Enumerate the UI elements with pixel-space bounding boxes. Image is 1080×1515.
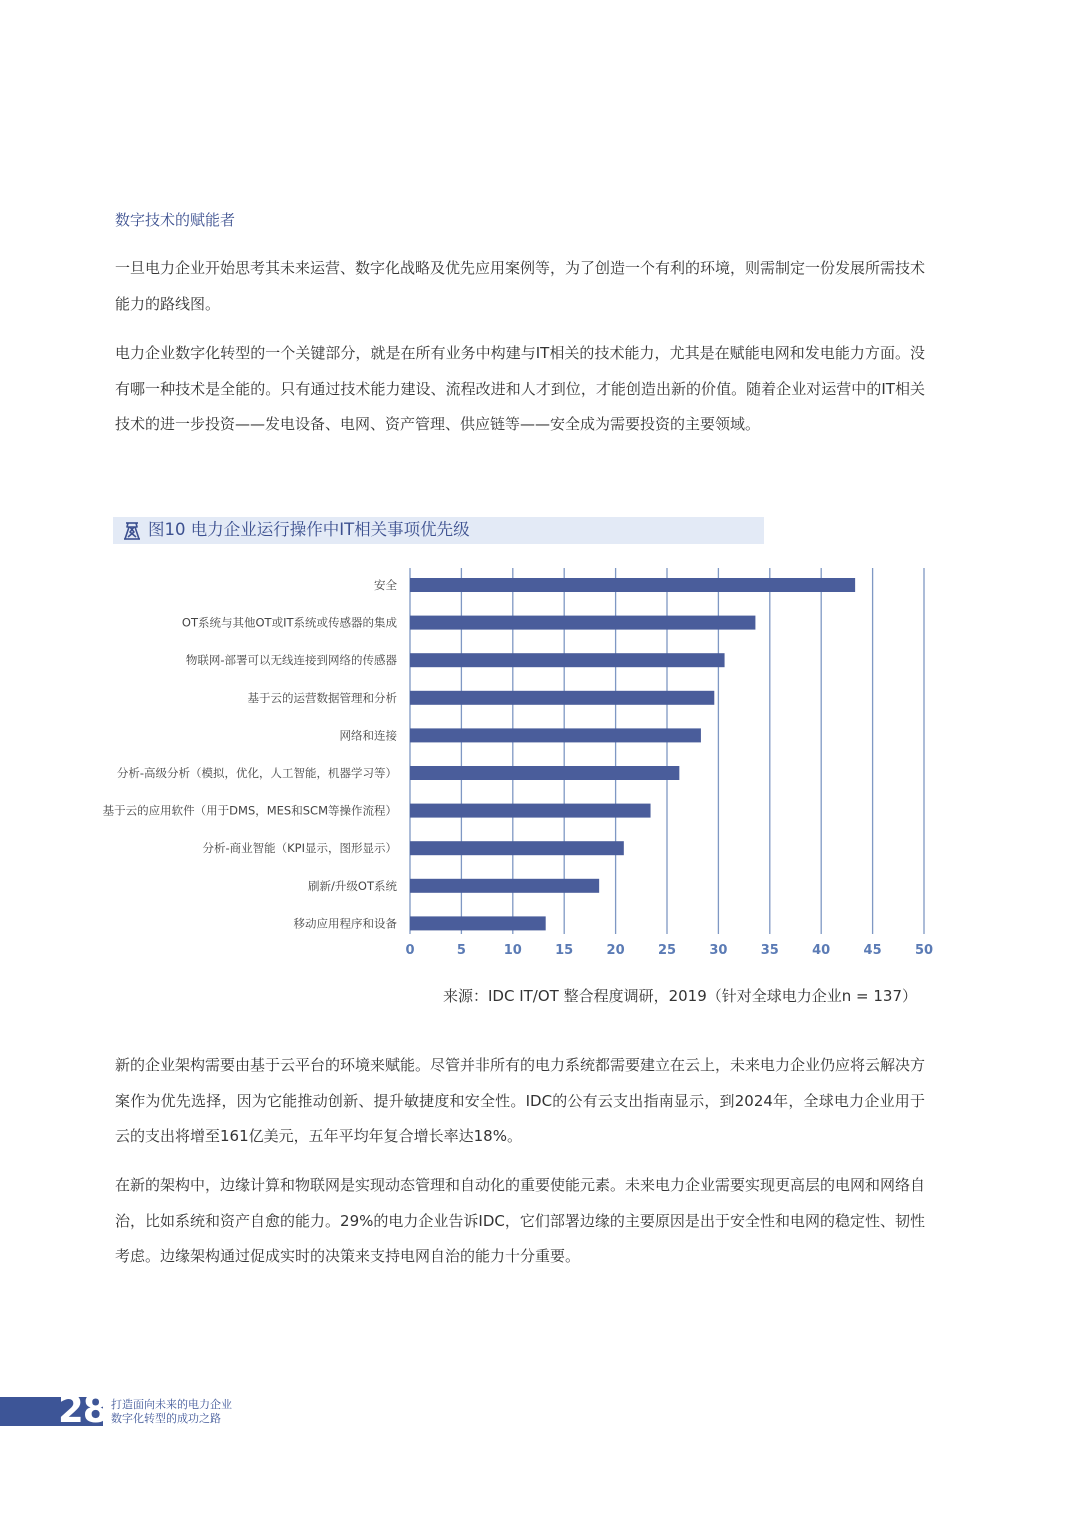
category-label-6: 基于云的应用软件（用于DMS，MES和SCM等操作流程） <box>102 803 397 818</box>
paragraph-it-capability: 电力企业数字化转型的一个关键部分，就是在所有业务中构建与IT相关的技术能力，尤其是在赋能电网和发电能力方面。没有哪一种技术是全能的。只有通过技术能力建设、流程改进和人才到位，才能创造出新的价值。随着企业对运营中的IT相关技术的进一步投资——发电设备、电网、资产管理、供应链等——安全成为需要投资的主要领域。 <box>115 344 925 433</box>
category-label-3: 基于云的运营数据管理和分析 <box>247 690 397 705</box>
x-tick-label-45: 45 <box>863 943 882 958</box>
page-number: 28 <box>58 1388 108 1431</box>
category-label-0: 安全 <box>374 578 397 592</box>
x-tick-label-40: 40 <box>812 943 831 958</box>
x-tick-label-20: 20 <box>606 943 625 958</box>
footer-title-line1: 打造面向未来的电力企业 <box>111 1398 232 1411</box>
bar-8 <box>410 879 599 893</box>
priority-bar-chart <box>0 560 1080 970</box>
bar-2 <box>410 653 725 667</box>
bar-9 <box>410 916 546 930</box>
category-label-1: OT系统与其他OT或IT系统或传感器的集成 <box>181 615 397 630</box>
bar-7 <box>410 841 624 855</box>
x-tick-label-35: 35 <box>760 943 779 958</box>
paragraph-cloud: 新的企业架构需要由基于云平台的环境来赋能。尽管并非所有的电力系统都需要建立在云上，未来电力企业仍应将云解决方案作为优先选择，因为它能推动创新、提升敏捷度和安全性。IDC的公有云支出指南显示，到2024年，全球电力企业用于云的支出将增至161亿美元，五年平均年复合增长率达18%。 <box>115 1056 926 1145</box>
x-tick-label-10: 10 <box>503 943 522 958</box>
bar-5 <box>410 766 679 780</box>
chart-source: 来源：IDC IT/OT 整合程度调研，2019（针对全球电力企业n = 137） <box>442 987 917 1005</box>
tower-icon <box>123 520 141 540</box>
bar-0 <box>410 578 855 592</box>
x-tick-label-30: 30 <box>709 943 728 958</box>
x-tick-label-15: 15 <box>555 943 574 958</box>
figure-title: 图10 电力企业运行操作中IT相关事项优先级 <box>148 520 470 539</box>
category-label-8: 刷新/升级OT系统 <box>308 878 397 893</box>
section-title: 数字技术的赋能者 <box>115 211 236 229</box>
bar-4 <box>410 728 701 742</box>
category-label-7: 分析-商业智能（KPI显示，图形显示） <box>202 841 397 856</box>
category-label-4: 网络和连接 <box>339 728 397 743</box>
x-tick-label-0: 0 <box>405 943 415 958</box>
bar-3 <box>410 691 714 705</box>
footer-title-line2: 数字化转型的成功之路 <box>111 1412 221 1425</box>
bar-1 <box>410 616 755 630</box>
paragraph-edge: 在新的架构中，边缘计算和物联网是实现动态管理和自动化的重要使能元素。未来电力企业需要实现更高层的电网和网络自治，比如系统和资产自愈的能力。29%的电力企业告诉IDC，它们部署边缘的主要原因是出于安全性和电网的稳定性、韧性考虑。边缘架构通过促成实时的决策来支持电网自治的能力十分重要。 <box>115 1176 926 1265</box>
bar-6 <box>410 804 651 818</box>
category-label-9: 移动应用程序和设备 <box>293 916 397 931</box>
category-label-5: 分析-高级分析（模拟，优化，人工智能，机器学习等） <box>116 766 397 780</box>
x-tick-label-50: 50 <box>914 943 934 958</box>
x-tick-label-5: 5 <box>456 943 466 958</box>
paragraph-intro: 一旦电力企业开始思考其未来运营、数字化战略及优先应用案例等，为了创造一个有利的环境，则需制定一份发展所需技术能力的路线图。 <box>115 259 926 313</box>
x-tick-label-25: 25 <box>657 943 677 958</box>
category-label-2: 物联网-部署可以无线连接到网络的传感器 <box>185 653 397 668</box>
